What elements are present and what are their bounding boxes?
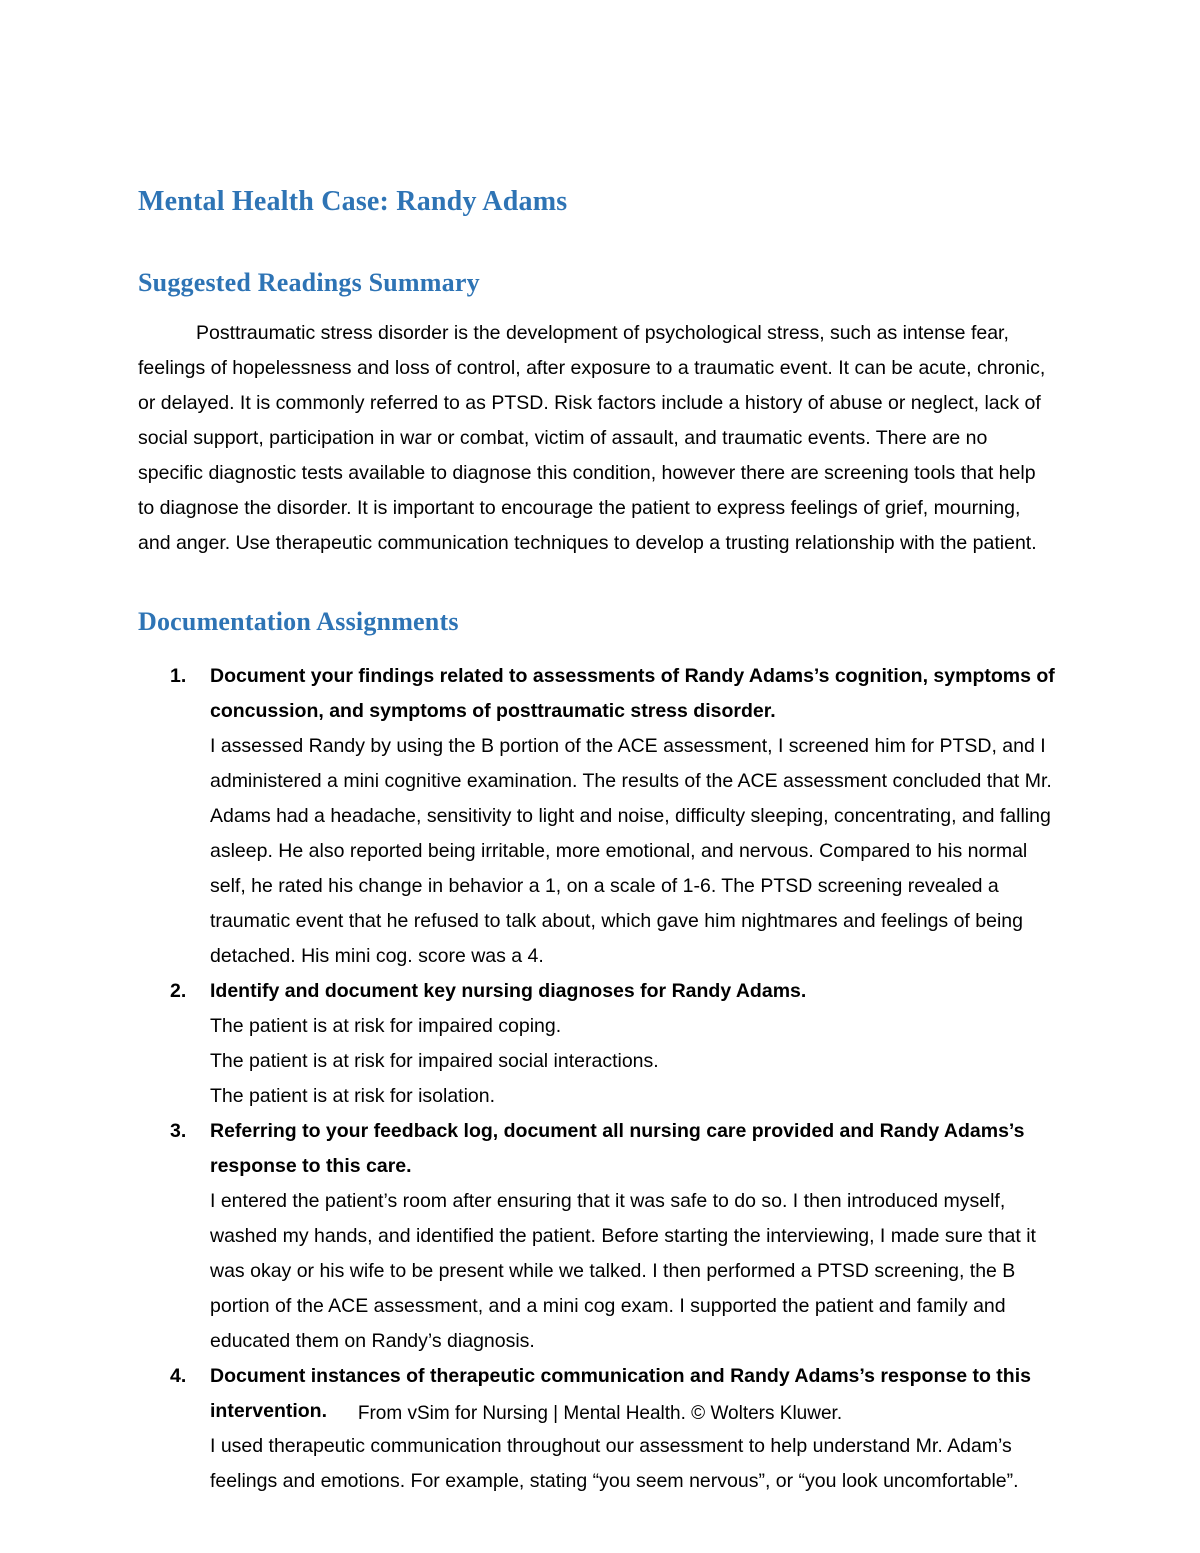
assignment-answer: I entered the patient’s room after ensuring that it was safe to do so. I then introduced myself, washed my hands, and identified the patient. Before starting the interviewing, I made sure that it was okay or his wife to be present while we talked. I then performed a PTSD screening, the B portion of the ACE assessment, and a mini cog exam. I supported the patient and family and educated them on Randy’s diagnosis. [210, 1189, 1036, 1352]
assignment-item-4 [138, 1359, 1058, 1499]
assignment-prompt: Document your findings related to assessments of Randy Adams’s cognition, symptoms of concussion, and symptoms of posttraumatic stress disorder. [210, 664, 1055, 722]
section-heading-suggested-readings: Suggested Readings Summary [138, 268, 480, 298]
assignment-item-2 [138, 974, 1058, 1114]
assignment-item-3 [138, 1114, 1058, 1359]
assignment-prompt: Referring to your feedback log, document all nursing care provided and Randy Adams’s response to this care. [210, 1119, 1025, 1177]
assignment-answer-line: The patient is at risk for isolation. [210, 1084, 496, 1107]
assignment-item-1 [138, 659, 1058, 974]
assignment-answer: I used therapeutic communication throughout our assessment to help understand Mr. Adam’s feelings and emotions. For example, stating “you seem nervous”, or “you look uncomfortable”. [210, 1434, 1019, 1492]
assignment-prompt: Identify and document key nursing diagnoses for Randy Adams. [210, 979, 807, 1002]
documentation-assignments-list [138, 637, 1058, 1499]
assignment-answer: I assessed Randy by using the B portion of the ACE assessment, I screened him for PTSD, and I administered a mini cognitive examination. The results of the ACE assessment concluded that Mr. Adams had a headache, sensitivity to light and noise, difficulty sleeping, concentrating, and falling asleep. He also reported being irritable, more emotional, and nervous. Compared to his normal self, he rated his change in behavior a 1, on a scale of 1-6. The PTSD screening revealed a traumatic event that he refused to talk about, which gave him nightmares and feelings of being detached. His mini cog. score was a 4. [210, 734, 1052, 967]
section-heading-documentation-assignments: Documentation Assignments [138, 607, 459, 637]
assignment-answer-line: The patient is at risk for impaired coping. [210, 1014, 562, 1037]
suggested-readings-paragraph: Posttraumatic stress disorder is the development of psychological stress, such as intense fear, feelings of hopelessness and loss of control, after exposure to a traumatic event. It can be acute, chronic, or delayed. It is commonly referred to as PTSD. Risk factors include a history of abuse or neglect, lack of social support, participation in war or combat, victim of assault, and traumatic events. There are no specific diagnostic tests available to diagnose this condition, however there are screening tools that help to diagnose the disorder. It is important to encourage the patient to express feelings of grief, mourning, and anger. Use therapeutic communication techniques to develop a trusting relationship with the patient. [138, 322, 1046, 555]
page-title: Mental Health Case: Randy Adams [138, 186, 568, 217]
page-footer: From vSim for Nursing | Mental Health. © Wolters Kluwer. [357, 1403, 843, 1424]
assignment-answer-line: The patient is at risk for impaired social interactions. [210, 1049, 659, 1072]
document-content [138, 0, 1058, 1499]
assignment-prompt: Document instances of therapeutic communication and Randy Adams’s response to this intervention. [210, 1364, 1031, 1422]
